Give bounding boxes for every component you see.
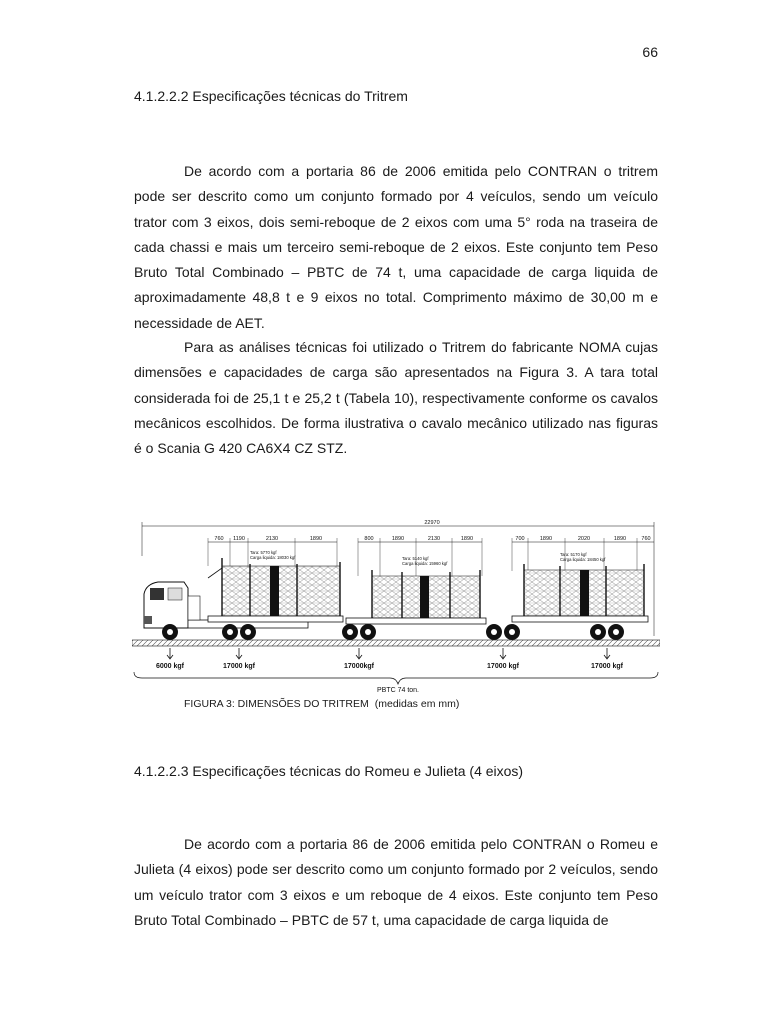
trailer-2 xyxy=(346,570,486,624)
figure-caption-units: (medidas em mm) xyxy=(374,698,460,710)
tritrem-dimensions-figure xyxy=(132,516,660,696)
tara-label: Tara: 5140 kgf xyxy=(402,556,429,561)
paragraph-tritrem-noma xyxy=(134,335,658,461)
dim-label: 1890 xyxy=(391,536,405,542)
tritrem-drawing xyxy=(132,516,660,696)
dim-label: 2130 xyxy=(427,536,441,542)
figure-caption xyxy=(184,698,459,710)
axle-load-label: 17000 kgf xyxy=(591,663,623,670)
axle-load-label: 17000kgf xyxy=(344,663,374,670)
figure-caption-title: FIGURA 3: DIMENSÕES DO TRITREM xyxy=(184,698,369,710)
dim-label: 760 xyxy=(214,536,224,542)
dim-label: 1890 xyxy=(613,536,627,542)
tara-label: Tara: 5170 kgf xyxy=(560,552,587,557)
pbtc-label: PBTC 74 ton. xyxy=(376,687,420,694)
load-arrows xyxy=(167,648,610,659)
ground-line xyxy=(132,640,660,646)
dim-label: 2130 xyxy=(265,536,279,542)
dim-label: 2020 xyxy=(577,536,591,542)
paragraph-text: Para as análises técnicas foi utilizado o Tritrem do fabricante NOMA cujas dimensões e capacidades de carga são apresentados na Figura 3. A tara total considerada foi de 25,1 t e 25,2 t (Tabela 10), respectivamente conforme os cavalos mecânicos escolhidos. De forma ilustrativa o cavalo mecânico utilizado nas figuras é o Scania G 420 CA6X4 CZ STZ. xyxy=(134,339,658,457)
dim-label: 800 xyxy=(364,536,374,542)
tara-label: Tara: 5770 kgf xyxy=(250,550,277,555)
paragraph-romeu-julieta xyxy=(134,832,658,933)
dim-label: 760 xyxy=(641,536,651,542)
paragraph-text: De acordo com a portaria 86 de 2006 emitida pelo CONTRAN o tritrem pode ser descrito como um conjunto formado por 4 veículos, sendo um veículo trator com 3 eixos, dois semi-reboque de 2 eixos com uma 5° roda na traseira de cada chassi e mais um terceiro semi-reboque de 2 eixos. Este conjunto tem Peso Bruto Total Combinado – PBTC de 74 t, uma capacidade de carga liquida de aproximadamente 48,8 t e 9 eixos no total. Comprimento máximo de 30,00 m e necessidade de AET. xyxy=(134,163,658,331)
dim-label: 1890 xyxy=(309,536,323,542)
carga-label: Carga liquida: 18030 kgf xyxy=(250,555,296,560)
carga-label: Carga liquida: 15960 kgf xyxy=(402,561,448,566)
dim-label: 1890 xyxy=(460,536,474,542)
paragraph-text: De acordo com a portaria 86 de 2006 emitida pelo CONTRAN o Romeu e Julieta (4 eixos) pode ser descrito como um conjunto formado por 2 veículos, sendo um veículo trator com 3 eixos e um reboque de 4 eixos. Este conjunto tem Peso Bruto Total Combinado – PBTC de 57 t, uma capacidade de carga liquida de xyxy=(134,836,658,928)
dim-label: 1890 xyxy=(539,536,553,542)
axle-load-label: 17000 kgf xyxy=(223,663,255,670)
section-heading-romeu-julieta: 4.1.2.2.3 Especificações técnicas do Romeu e Julieta (4 eixos) xyxy=(134,763,524,779)
axle-load-label: 17000 kgf xyxy=(487,663,519,670)
carga-label: Carga liquida: 18450 kgf xyxy=(560,557,606,562)
trailer-1 xyxy=(208,558,343,622)
page-number: 66 xyxy=(642,44,658,60)
dim-label: 1190 xyxy=(233,536,245,542)
pbtc-brace xyxy=(134,672,658,684)
axle-load-label: 6000 kgf xyxy=(155,663,185,670)
trailer-3 xyxy=(512,564,648,622)
section-heading-tritrem: 4.1.2.2.2 Especificações técnicas do Tritrem xyxy=(134,88,408,104)
dim-label: 700 xyxy=(515,536,525,542)
total-length-label: 22970 xyxy=(424,520,440,526)
paragraph-tritrem-portaria xyxy=(134,159,658,336)
